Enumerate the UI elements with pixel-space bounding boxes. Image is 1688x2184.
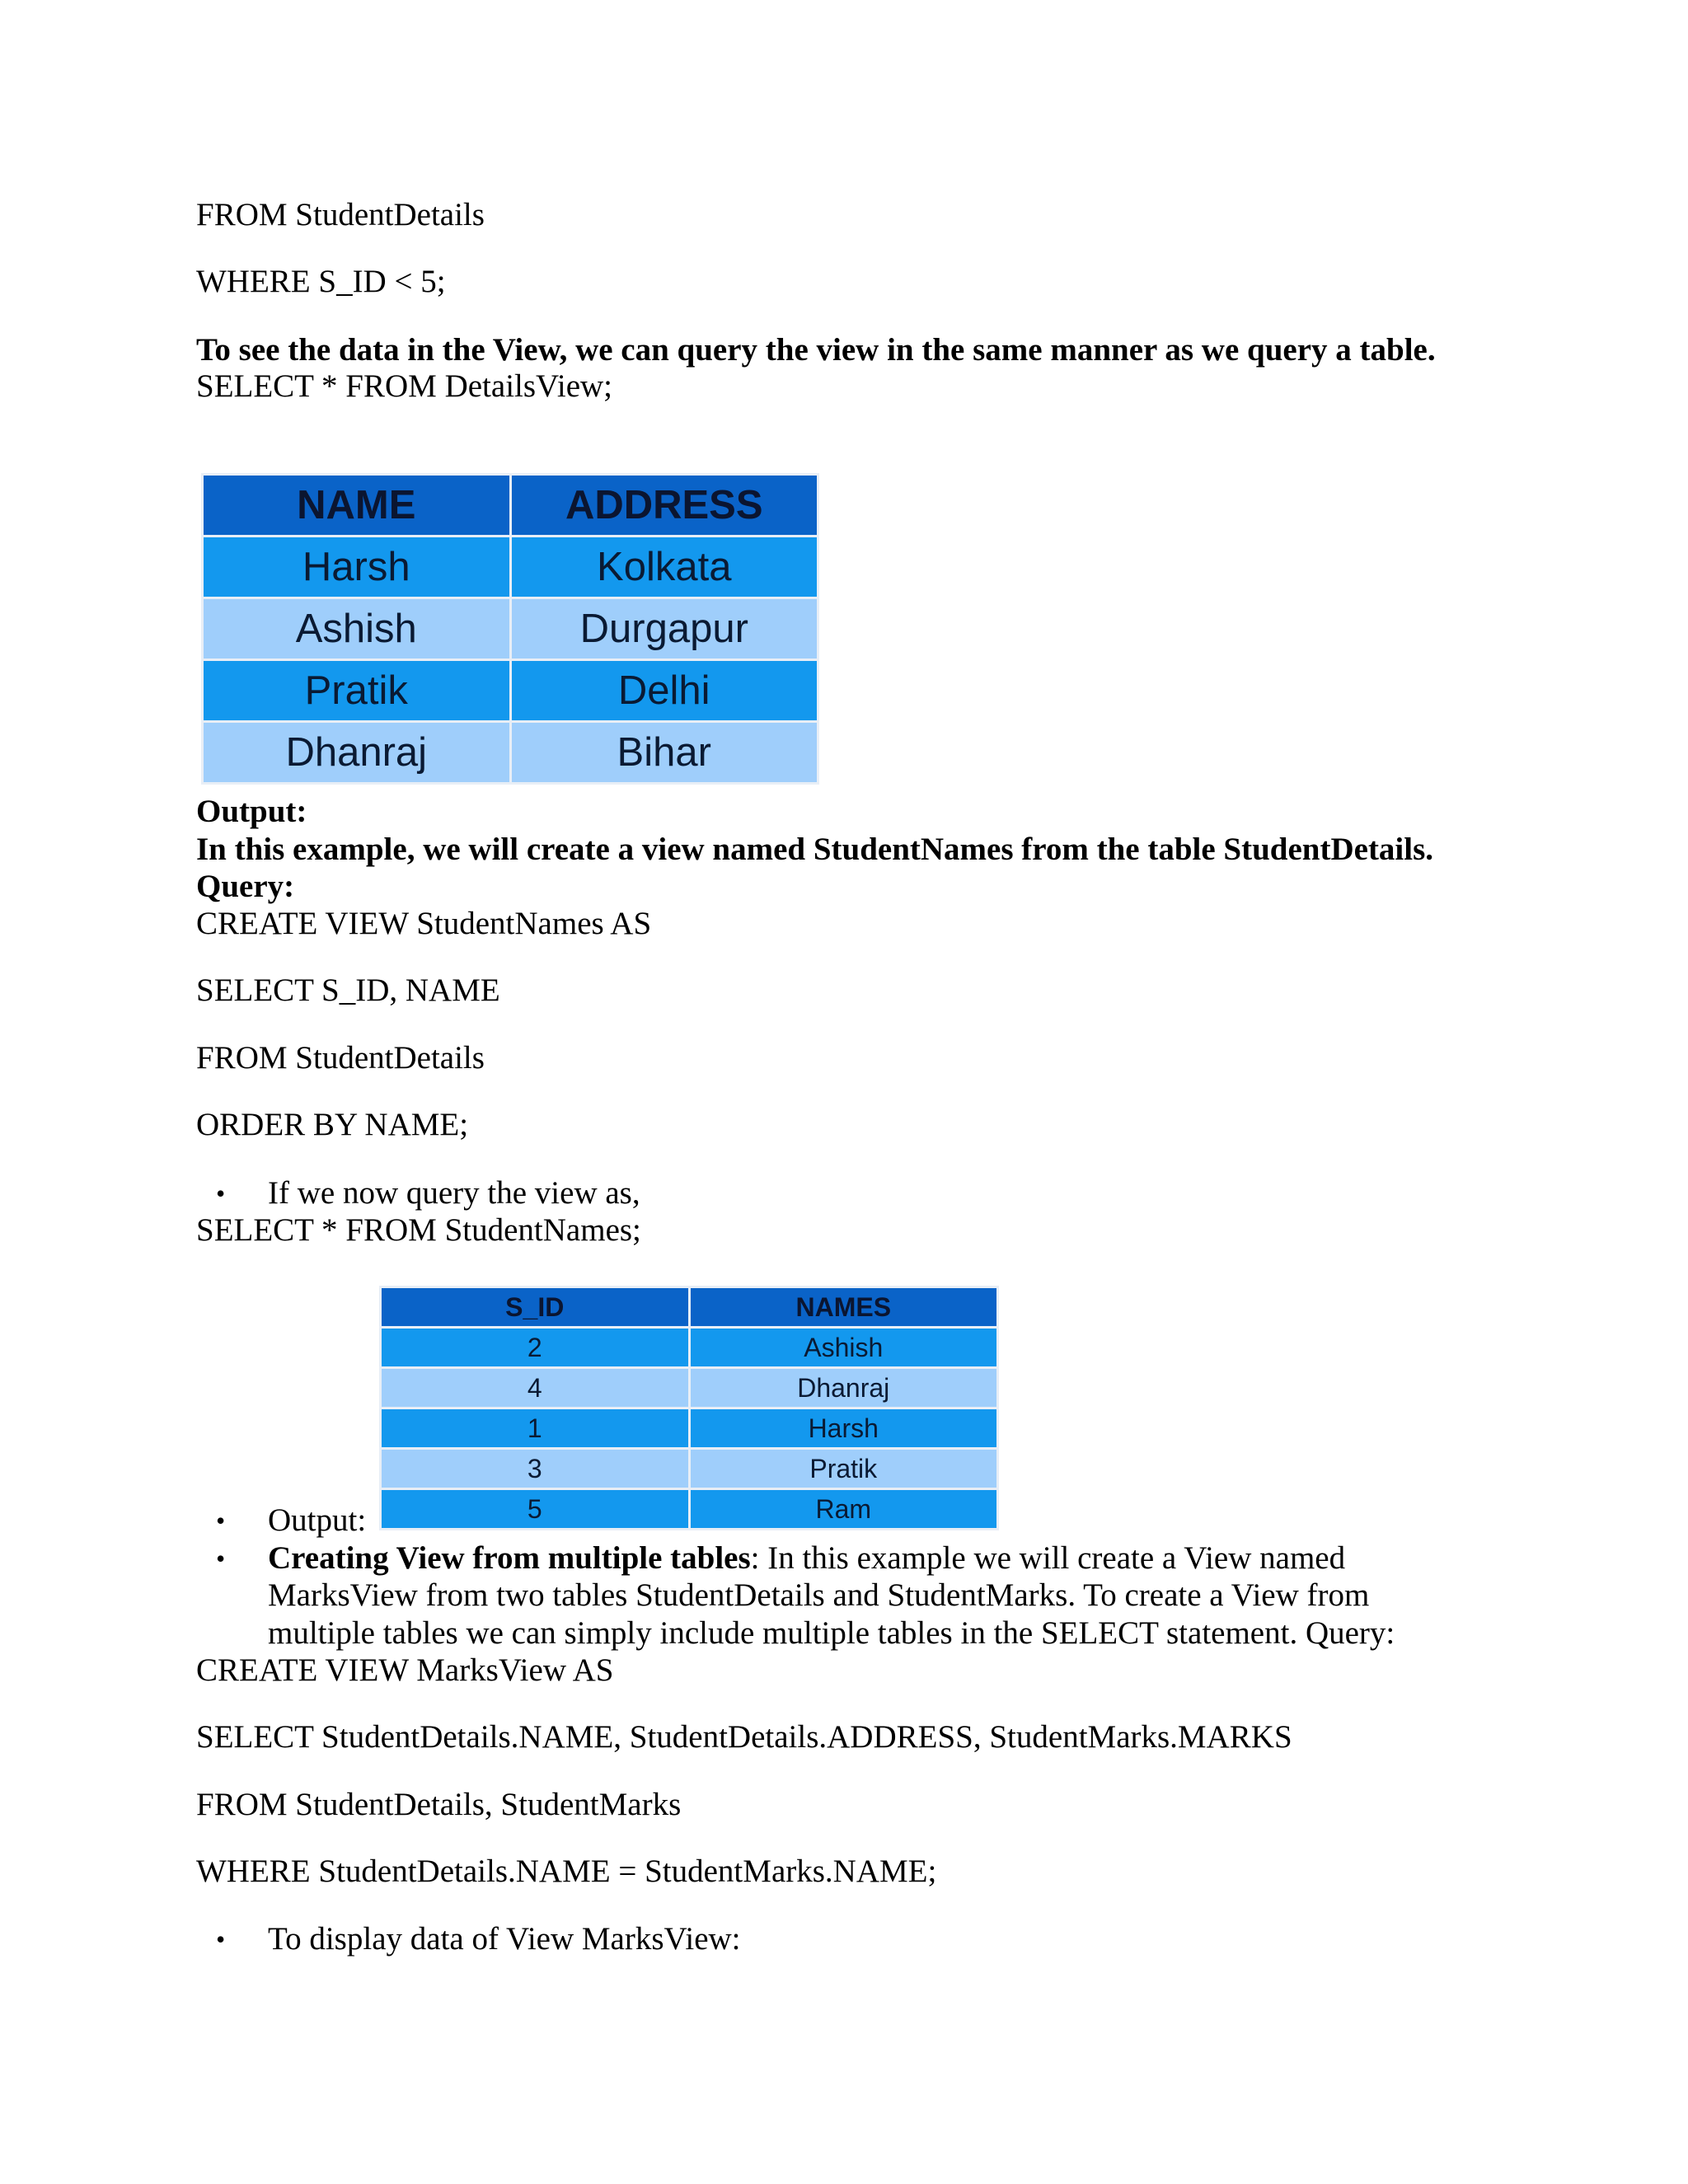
table-row [203, 722, 818, 784]
code-line: SELECT * FROM DetailsView; [196, 368, 613, 404]
table-cell: 1 [381, 1408, 690, 1449]
table-header-cell: NAMES [689, 1287, 998, 1328]
table-cell: Dhanraj [203, 722, 511, 784]
table-cell: 3 [381, 1449, 690, 1489]
list-item: Output: [268, 1502, 367, 1538]
table-row [381, 1328, 998, 1368]
table-cell: Kolkata [510, 537, 818, 598]
list-item-continuation: multiple tables we can simply include multiple tables in the SELECT statement. Query: [268, 1615, 1395, 1651]
list-item: To display data of View MarksView: [268, 1921, 741, 1957]
list-item-bold-title: Creating View from multiple tables [268, 1540, 751, 1576]
table-cell: Delhi [510, 660, 818, 722]
details-view-table [201, 473, 819, 785]
code-line: WHERE StudentDetails.NAME = StudentMarks.NAME; [196, 1854, 937, 1889]
bullet-icon: • [216, 1506, 226, 1535]
code-line: FROM StudentDetails, StudentMarks [196, 1787, 682, 1822]
table-cell: 5 [381, 1489, 690, 1530]
student-names-table [379, 1286, 999, 1530]
table-row [381, 1368, 998, 1408]
list-item-continuation: MarksView from two tables StudentDetails and StudentMarks. To create a View from [268, 1577, 1370, 1613]
table-cell: Ram [689, 1489, 998, 1530]
code-line: SELECT S_ID, NAME [196, 972, 500, 1008]
table-cell: Harsh [203, 537, 511, 598]
code-line: ORDER BY NAME; [196, 1107, 469, 1142]
table-cell: Pratik [689, 1449, 998, 1489]
list-item: If we now query the view as, [268, 1175, 640, 1211]
table-cell: Bihar [510, 722, 818, 784]
table-cell: Durgapur [510, 598, 818, 660]
query-label: Query: [196, 869, 295, 904]
table-header-cell: NAME [203, 475, 511, 537]
table-cell: 2 [381, 1328, 690, 1368]
code-line: CREATE VIEW StudentNames AS [196, 906, 652, 941]
table-row [381, 1489, 998, 1530]
table-cell: Ashish [689, 1328, 998, 1368]
list-item-text: : In this example we will create a View named [750, 1540, 1346, 1576]
code-line: FROM StudentDetails [196, 1040, 485, 1076]
bullet-icon: • [216, 1179, 226, 1208]
bold-statement: To see the data in the View, we can query the view in the same manner as we query a table. [196, 332, 1436, 368]
table-cell: Harsh [689, 1408, 998, 1449]
code-line: SELECT StudentDetails.NAME, StudentDetails.ADDRESS, StudentMarks.MARKS [196, 1719, 1292, 1755]
table-cell: Dhanraj [689, 1368, 998, 1408]
table-row [203, 660, 818, 722]
table-cell: 4 [381, 1368, 690, 1408]
table-row [203, 598, 818, 660]
code-line: SELECT * FROM StudentNames; [196, 1212, 641, 1248]
table-header-cell: S_ID [381, 1287, 690, 1328]
table-row [203, 537, 818, 598]
code-line: CREATE VIEW MarksView AS [196, 1652, 614, 1688]
table-header-row [203, 475, 818, 537]
table-cell: Pratik [203, 660, 511, 722]
list-item [268, 1540, 1345, 1577]
table-row [381, 1408, 998, 1449]
bold-statement: In this example, we will create a view named StudentNames from the table StudentDetails. [196, 832, 1434, 867]
code-line: WHERE S_ID < 5; [196, 264, 446, 299]
bullet-icon: • [216, 1924, 226, 1954]
table-header-row [381, 1287, 998, 1328]
output-label: Output: [196, 794, 307, 829]
table-row [381, 1449, 998, 1489]
bullet-icon: • [216, 1544, 226, 1573]
table-header-cell: ADDRESS [510, 475, 818, 537]
table-cell: Ashish [203, 598, 511, 660]
code-line: FROM StudentDetails [196, 197, 485, 232]
